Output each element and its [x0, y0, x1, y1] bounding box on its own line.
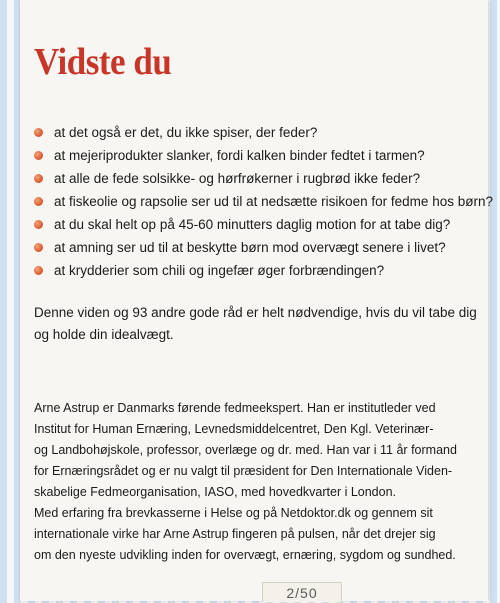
author-bio: [34, 398, 484, 566]
bullet-icon: [34, 197, 43, 206]
list-item: [34, 124, 493, 147]
bullet-icon: [34, 243, 43, 252]
bio-line: Arne Astrup er Danmarks førende fedmeekspert. Han er institutleder ved: [34, 401, 436, 415]
fact-text: at det også er det, du ikke spiser, der feder?: [54, 125, 318, 140]
list-item: [34, 239, 493, 262]
list-item: [34, 216, 493, 239]
bullet-icon: [34, 151, 43, 160]
page-title: Vidste du: [34, 41, 172, 83]
fact-text: at krydderier som chili og ingefær øger forbrændingen?: [54, 263, 385, 278]
fact-text: at mejeriprodukter slanker, fordi kalken binder fedtet i tarmen?: [54, 148, 425, 163]
bio-line: Institut for Human Ernæring, Levnedsmiddelcentret, Den Kgl. Veterinær-: [34, 422, 434, 436]
price-sticker: 2/50: [262, 582, 342, 602]
list-item: [34, 193, 493, 216]
bullet-icon: [34, 174, 43, 183]
bullet-icon: [34, 220, 43, 229]
fact-text: at alle de fede solsikke- og hørfrøkerner i rugbrød ikke feder?: [54, 171, 421, 186]
bullet-icon: [34, 128, 43, 137]
fact-text: at fiskeolie og rapsolie ser ud til at nedsætte risikoen for fedme hos børn?: [54, 194, 493, 209]
bio-line: om den nyeste udvikling inden for overvægt, ernæring, sygdom og sundhed.: [34, 548, 456, 562]
bio-line: skabelige Fedmeorganisation, IASO, med hovedkvarter i London.: [34, 485, 397, 499]
list-item: [34, 147, 493, 170]
fact-text: at du skal helt op på 45-60 minutters daglig motion for at tabe dig?: [54, 217, 451, 232]
fact-text: at amning ser ud til at beskytte børn mod overvægt senere i livet?: [54, 240, 446, 255]
list-item: [34, 262, 493, 285]
bio-line: Med erfaring fra brevkasserne i Helse og på Netdoktor.dk og gennem sit: [34, 506, 433, 520]
bio-line: for Ernæringsrådet og er nu valgt til præsident for Den Internationale Viden-: [34, 464, 453, 478]
bio-line: og Landbohøjskole, professor, overlæge og dr. med. Han var i 11 år formand: [34, 443, 457, 457]
list-item: [34, 170, 493, 193]
bio-line: internationale virke har Arne Astrup fingeren på pulsen, når det drejer sig: [34, 527, 436, 541]
fact-list: [34, 124, 493, 285]
summary-paragraph: Denne viden og 93 andre gode råd er helt nødvendige, hvis du vil tabe dig og holde din idealvægt.: [34, 305, 477, 342]
back-cover: [20, 0, 493, 601]
bullet-icon: [34, 266, 43, 275]
